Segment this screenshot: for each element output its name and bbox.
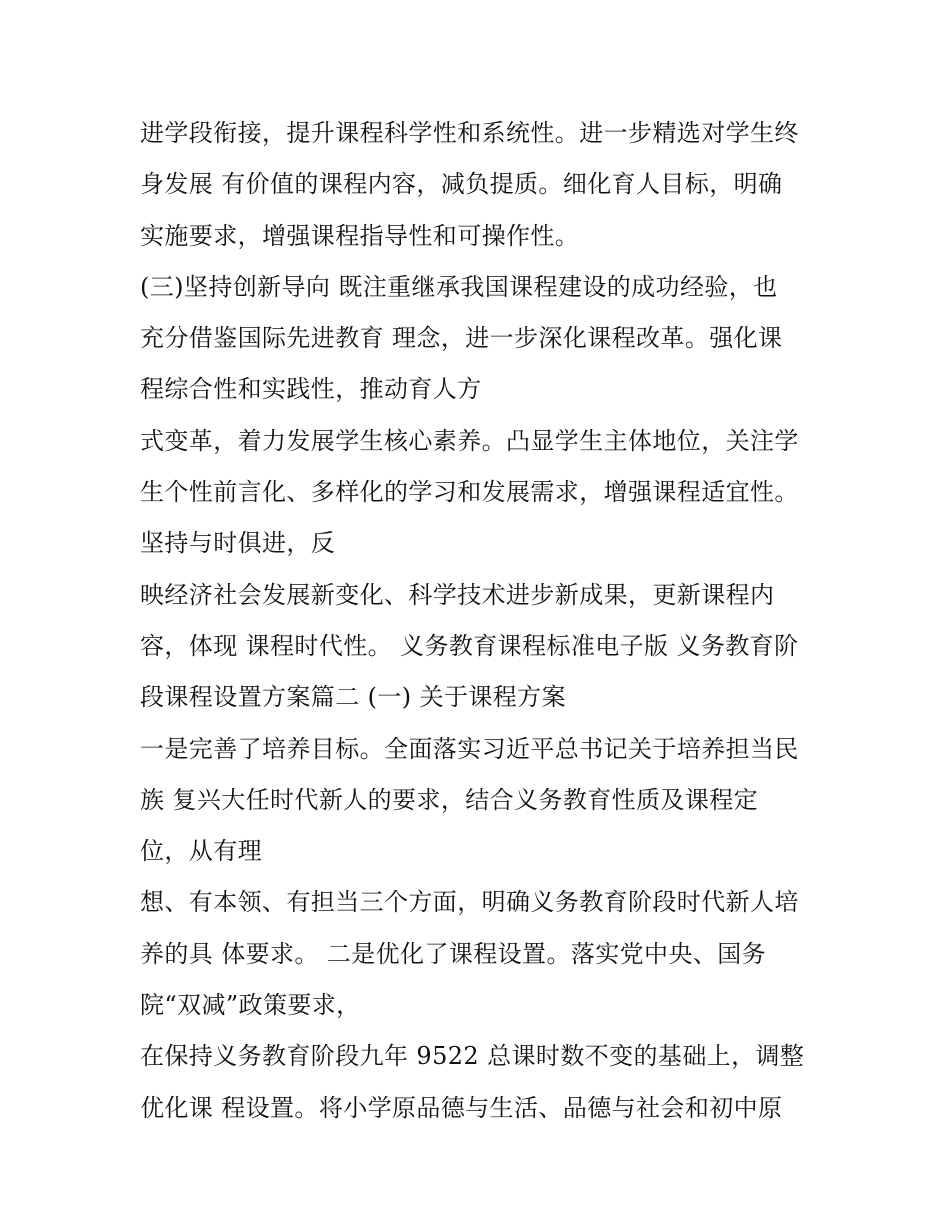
text-line: 想、有本领、有担当三个方面，明确义务教育阶段时代新人培	[140, 888, 799, 917]
text-line: 族 复兴大任时代新人的要求，结合义务教育性质及课程定	[140, 785, 759, 814]
text-line: 坚持与时俱进，反	[140, 529, 336, 558]
text-line: 程综合性和实践性，推动育人方	[140, 375, 482, 404]
text-line: 段课程设置方案篇二 (一) 关于课程方案	[140, 683, 566, 712]
text-line: 院“双减”政策要求，	[140, 991, 361, 1020]
text-line: 养的具 体要求。 二是优化了课程设置。落实党中央、国务	[140, 939, 767, 968]
text-line: 位，从有理	[140, 837, 262, 866]
text-line: 优化课 程设置。将小学原品德与生活、品德与社会和初中原	[140, 1093, 783, 1122]
text-line: (三)坚持创新导向 既注重继承我国课程建设的成功经验，也	[140, 272, 778, 301]
text-line: 容，体现 课程时代性。 义务教育课程标准电子版 义务教育阶	[140, 631, 799, 660]
text-line: 在保持义务教育阶段九年 9522 总课时数不变的基础上，调整	[140, 1042, 805, 1071]
text-line: 充分借鉴国际先进教育 理念，进一步深化课程改革。强化课	[140, 324, 783, 353]
text-line: 生个性前言化、多样化的学习和发展需求，增强课程适宜性。	[140, 478, 799, 507]
text-line: 进学段衔接，提升课程科学性和系统性。进一步精选对学生终	[140, 119, 799, 147]
text-line: 式变革，着力发展学生核心素养。凸显学生主体地位，关注学	[140, 426, 799, 455]
text-line: 映经济社会发展新变化、科学技术进步新成果，更新课程内	[140, 580, 775, 609]
text-line: 身发展 有价值的课程内容，减负提质。细化育人目标，明确	[140, 170, 783, 199]
text-line: 一是完善了培养目标。全面落实习近平总书记关于培养担当民	[140, 734, 799, 763]
body-text	[140, 108, 820, 1134]
text-line: 实施要求，增强课程指导性和可操作性。	[140, 221, 580, 250]
